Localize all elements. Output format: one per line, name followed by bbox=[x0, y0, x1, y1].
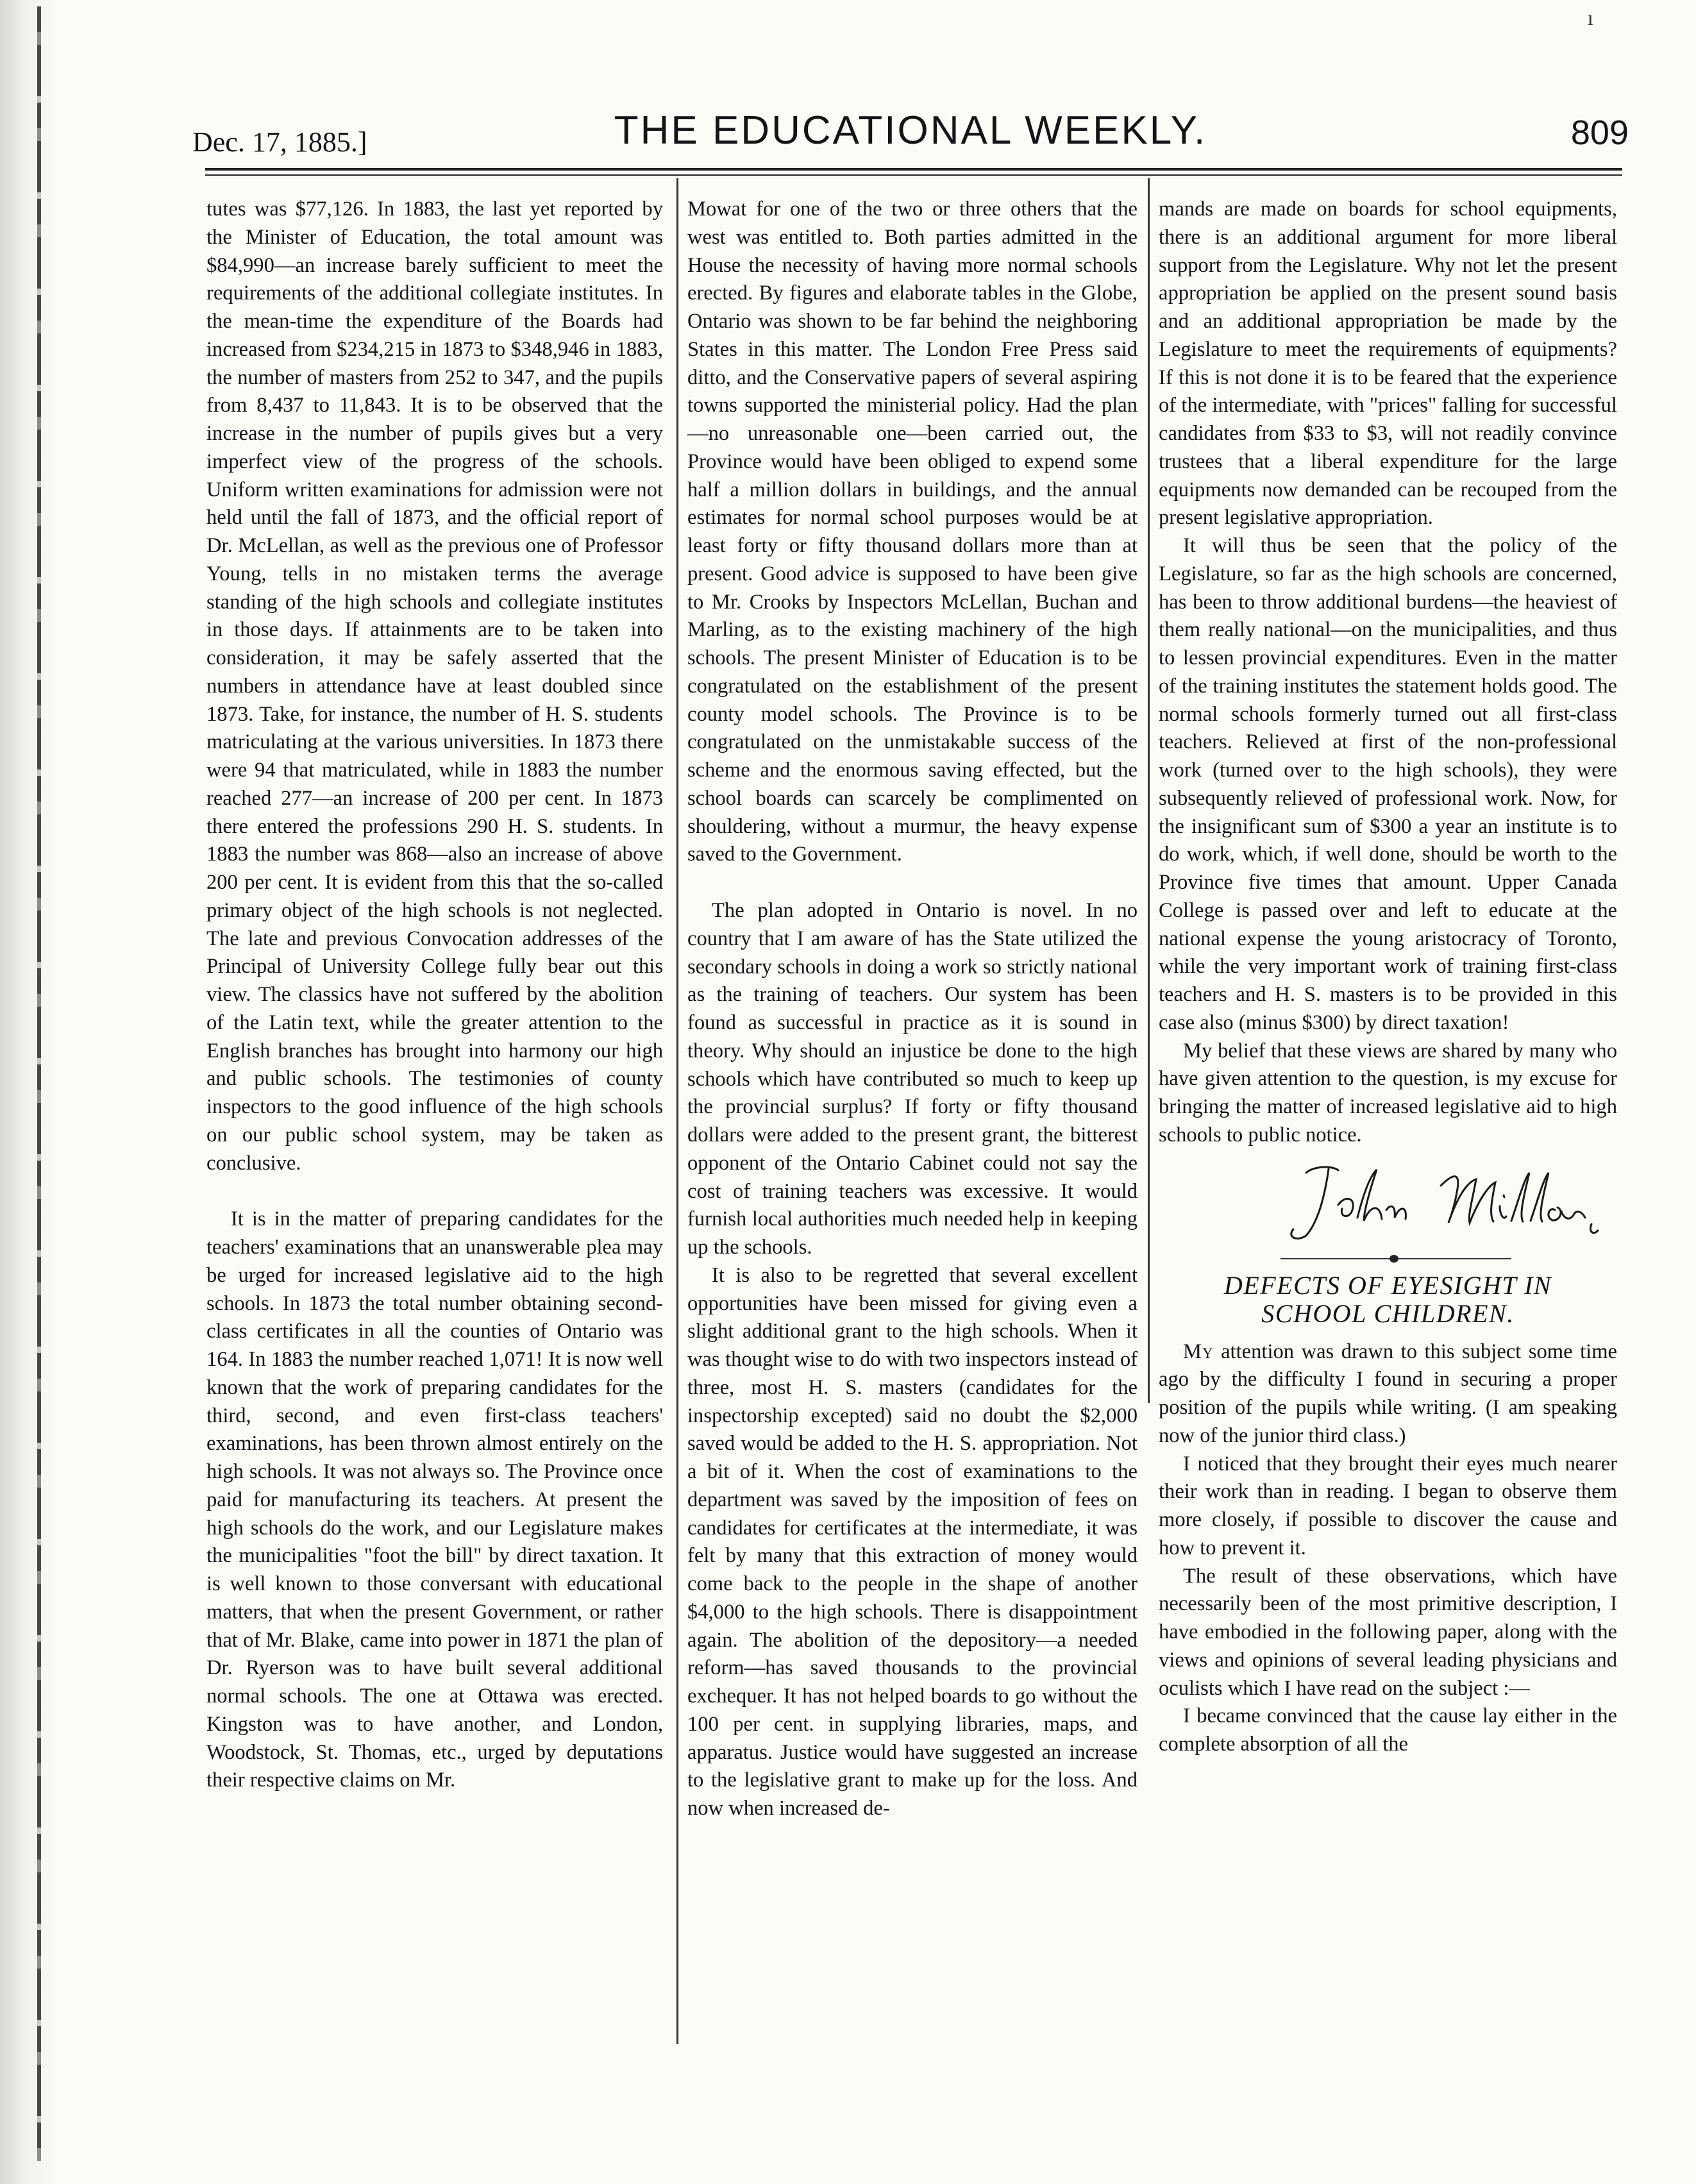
journal-title: THE EDUCATIONAL WEEKLY. bbox=[614, 108, 1207, 153]
page-number: 809 bbox=[1570, 113, 1629, 152]
corner-mark: ı bbox=[1587, 6, 1593, 30]
page-binding-edge bbox=[0, 0, 59, 2184]
article-paragraph: I noticed that they brought their eyes much nearer their work than in reading. I began to observe them more closely, if possible to discover the cause and how to prevent it. bbox=[1159, 1452, 1617, 1559]
column-1 bbox=[206, 196, 663, 1795]
section-divider bbox=[1280, 1252, 1511, 1265]
paragraph: The plan adopted in Ontario is novel. In no country that I am aware of has the State utilized the secondary schools in doing a work so strictly national as the training of teachers. Our system has been found as successful in practice as it is sound in theory. Why should an injustice be done to the high schools which have contributed so much to keep up the provincial surplus? If forty or fifty thousand dollars were added to the present grant, the bitterest opponent of the Ontario Cabinet could not say the cost of training teachers was excessive. It would furnish local authorities much needed help in keeping up the schools. bbox=[687, 899, 1138, 1259]
paragraph: Mowat for one of the two or three others that the west was entitled to. Both parties admitted in the House the necessity of having more normal schools erected. By figures and elaborate tables in the Globe, Ontario was shown to be far behind the neighboring States in this matter. The London Free Press said ditto, and the Conservative papers of several aspiring towns supported the ministerial policy. Had the plan—no unreasonable one—been carried out, the Province would have been obliged to expend some half a million dollars in buildings, and the annual estimates for normal school purposes would be at least forty or fifty thousand dollars more than at present. Good advice is supposed to have been give to Mr. Crooks by Inspectors McLellan, Buchan and Marling, as to the existing machinery of the high schools. The present Minister of Education is to be congratulated on the establishment of the present county model schools. The Province is to be congratulated on the unmistakable success of the scheme and the enormous saving effected, but the school boards can scarcely be complimented on shouldering, without a murmur, the heavy expense saved to the Government. bbox=[687, 197, 1138, 866]
signature-image bbox=[1268, 1160, 1601, 1250]
article-title bbox=[1159, 1272, 1617, 1328]
column-3 bbox=[1159, 196, 1617, 1759]
paragraph: It will thus be seen that the policy of the Legislature, so far as the high schools are concerned, has been to throw additional burdens—the heaviest of them really national—on the municipalities, and thus to lessen provincial expenditures. Even in the matter of the training institutes the statement holds good. The normal schools formerly turned out all first-class teachers. Relieved at first of the non-professional work (turned over to the high schools), they were subsequently relieved of professional work. Now, for the insignificant sum of $300 a year an institute is to do work, which, if well done, should be worth to the Province five times that amount. Upper Canada College is passed over and left to educate at the national expense the young aristocracy of Toronto, while the very important work of training first-class teachers and H. S. masters is to be provided in this case also (minus $300) by direct taxation! bbox=[1159, 534, 1617, 1034]
column-divider-1 bbox=[676, 178, 678, 2044]
author-signature bbox=[1159, 1160, 1617, 1250]
drop-lead: My bbox=[1183, 1340, 1214, 1363]
column-2 bbox=[687, 196, 1138, 1823]
article-paragraph: The result of these observations, which have necessarily been of the most primitive description, I have embodied in the following paper, along with the views and opinions of several leading physicians and oculists which I have read on the subject :— bbox=[1159, 1564, 1617, 1700]
divider-ornament bbox=[1390, 1255, 1398, 1263]
column-divider-2 bbox=[1148, 178, 1150, 1403]
paragraph: It is in the matter of preparing candidates for the teachers' examinations that an unanswerable plea may be urged for increased legislative aid to the high schools. In 1873 the total number obtaining second-class certificates in all the counties of Ontario was 164. In 1883 the number reached 1,071! It is now well known that the work of preparing candidates for the third, second, and even first-class teachers' examinations, has been thrown almost entirely on the high schools. It was not always so. The Province once paid for manufacturing its teachers. At present the high schools do the work, and our Legislature makes the municipalities "foot the bill" by direct taxation. It is well known to those conversant with educational matters, that when the present Government, or rather that of Mr. Blake, came into power in 1871 the plan of Dr. Ryerson was to have built several additional normal schools. The one at Ottawa was erected. Kingston was to have another, and London, Woodstock, St. Thomas, etc., urged by deputations their respective claims on Mr. bbox=[206, 1207, 663, 1792]
paragraph: mands are made on boards for school equipments, there is an additional argument for more liberal support from the Legislature. Why not let the present appropriation be applied on the present sound basis and an additional appropriation be made by the Legislature to meet the requirements of equipments? If this is not done it is to be feared that the experience of the intermediate, with "prices" falling for successful candidates from $33 to $3, will not readily convince trustees that a liberal expenditure for the large equipments now demanded can be recouped from the present legislative appropriation. bbox=[1159, 197, 1617, 530]
page-header bbox=[192, 108, 1629, 165]
article-paragraph: I became convinced that the cause lay either in the complete absorption of all the bbox=[1159, 1704, 1617, 1756]
paragraph: It is also to be regretted that several excellent opportunities have been missed for giving even a slight additional grant to the high schools. When it was thought wise to do with two inspectors instead of three, most H. S. masters (candidates for the inspectorship excepted) said no doubt the $2,000 saved would be added to the H. S. appropriation. Not a bit of it. When the cost of examinations to the department was saved by the imposition of fees on candidates for certificates at the intermediate, it was felt by many that this extraction of money would come back to the people in the shape of another $4,000 to the high schools. There is disappointment again. The abolition of the depository—a needed reform—has saved thousands to the provincial exchequer. It has not helped boards to go without the 100 per cent. in supplying libraries, maps, and apparatus. Justice would have suggested an increase to the legislative grant to make up for the loss. And now when increased de- bbox=[687, 1263, 1138, 1820]
paragraph: My belief that these views are shared by many who have given attention to the question, is my excuse for bringing the matter of increased legislative aid to high schools to public notice. bbox=[1159, 1039, 1617, 1147]
article-title-line-1: DEFECTS OF EYESIGHT IN bbox=[1223, 1270, 1552, 1300]
binding-shadow bbox=[37, 6, 41, 2161]
article-text: attention was drawn to this subject some time ago by the difficulty I found in securing a proper position of the pupils while writing. (I am speaking now of the junior third class.) bbox=[1159, 1340, 1617, 1447]
issue-date: Dec. 17, 1885.] bbox=[192, 126, 367, 158]
header-rule-thin bbox=[205, 174, 1622, 176]
article-title-line-2: SCHOOL CHILDREN. bbox=[1261, 1298, 1515, 1328]
paragraph: tutes was $77,126. In 1883, the last yet reported by the Minister of Education, the total amount was $84,990—an increase barely sufficient to meet the requirements of the additional collegiate institutes. In the mean-time the expenditure of the Boards had increased from $234,215 in 1873 to $348,946 in 1883, the number of masters from 252 to 347, and the pupils from 8,437 to 11,843. It is to be observed that the increase in the number of pupils gives but a very imperfect view of the progress of the schools. Uniform written examinations for admission were not held until the fall of 1873, and the official report of Dr. McLellan, as well as the previous one of Professor Young, tells in no mistaken terms the average standing of the high schools and collegiate institutes in those days. If attainments are to be taken into consideration, it may be safely asserted that the numbers in attendance have at least doubled since 1873. Take, for instance, the number of H. S. students matriculating at the various universities. In 1873 there were 94 that matriculated, while in 1883 the number reached 277—an increase of 200 per cent. In 1873 there entered the professions 290 H. S. students. In 1883 the number was 868—also an increase of above 200 per cent. It is evident from this that the so-called primary object of the high schools is not neglected. The late and previous Convocation addresses of the Principal of University College fully bear out this view. The classics have not suffered by the abolition of the Latin text, while the greater attention to the English branches has brought into harmony our high and public schools. The testimonies of county inspectors to the good influence of the high schools on our public school system, may be taken as conclusive. bbox=[206, 197, 663, 1175]
article-paragraph bbox=[1159, 1338, 1617, 1450]
header-rule bbox=[205, 168, 1622, 171]
